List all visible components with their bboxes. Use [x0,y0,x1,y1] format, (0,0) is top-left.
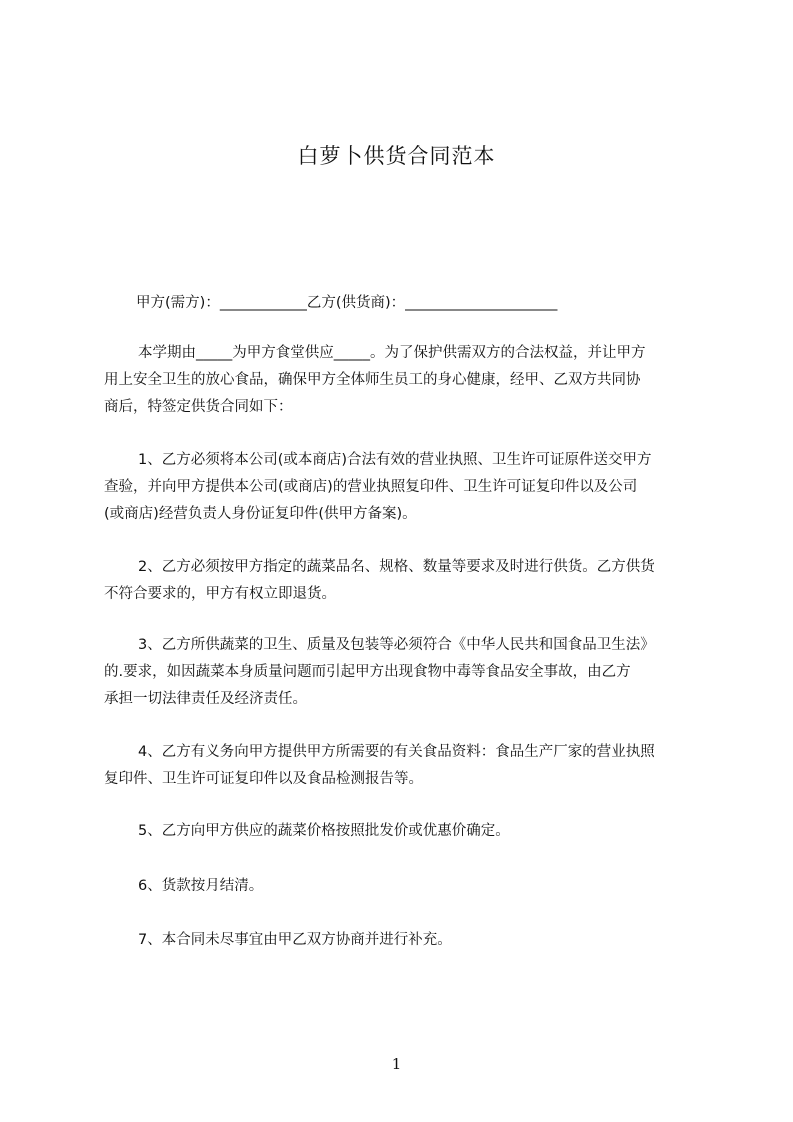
intro-line-1: 本学期由_____为甲方食堂供应_____。为了保护供需双方的合法权益，并让甲方 [138,345,646,361]
clause-7-line: 7、本合同未尽事宜由甲乙双方协商并进行补充。 [138,932,452,948]
clause-4 [104,739,704,793]
intro-paragraph [104,340,704,421]
clause-3 [104,632,704,713]
clause-3-line-1: 3、乙方所供蔬菜的卫生、质量及包装等必须符合《中华人民共和国食品卫生法》 [138,637,655,653]
clause-5 [104,818,704,845]
clause-7 [104,927,704,954]
clause-1-line-3: (或商店)经营负责人身份证复印件(供甲方备案)。 [104,506,417,522]
clause-1-line-1: 1、乙方必须将本公司(或本商店)合法有效的营业执照、卫生许可证原件送交甲方 [138,452,652,468]
intro-line-2: 用上安全卫生的放心食品，确保甲方全体师生员工的身心健康，经甲、乙双方共同协 [104,372,641,388]
document-title: 白萝卜供货合同范本 [297,144,496,168]
intro-line-3: 商后，特签定供货合同如下： [104,399,293,415]
clause-2-line-1: 2、乙方必须按甲方指定的蔬菜品名、规格、数量等要求及时进行供货。乙方供货 [138,559,655,575]
clause-4-line-2: 复印件、卫生许可证复印件以及食品检测报告等。 [104,771,423,787]
clause-1 [104,447,704,528]
page-number: 1 [391,1055,402,1073]
clause-2-line-2: 不符合要求的，甲方有权立即退货。 [104,586,336,602]
clause-3-line-2: 的.要求，如因蔬菜本身质量问题而引起甲方出现食物中毒等食品安全事故，由乙方 [104,664,631,680]
parties-line: 甲方(需方)：____________乙方(供货商)：_____________________ [136,295,558,311]
clause-6 [104,873,704,900]
clause-6-line: 6、货款按月结清。 [138,878,264,894]
clause-5-line: 5、乙方向甲方供应的蔬菜价格按照批发价或优惠价确定。 [138,823,510,839]
clause-1-line-2: 查验，并向甲方提供本公司(或商店)的营业执照复印件、卫生许可证复印件以及公司 [104,479,638,495]
clause-2 [104,554,704,608]
clause-4-line-1: 4、乙方有义务向甲方提供甲方所需要的有关食品资料：食品生产厂家的营业执照 [138,744,655,760]
clause-3-line-3: 承担一切法律责任及经济责任。 [104,691,307,707]
